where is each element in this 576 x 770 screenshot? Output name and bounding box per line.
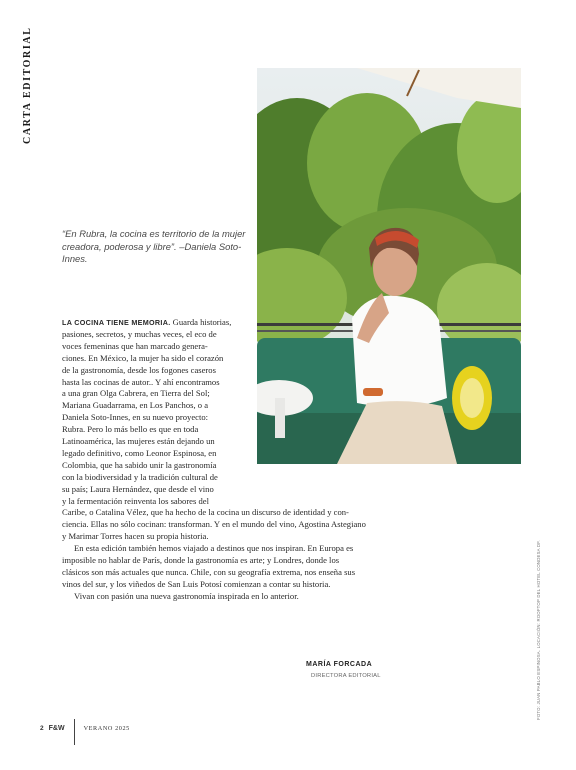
body-line: y Marimar Torres hacen su propia historia. [62,530,209,541]
body-line: ciones. En México, la mujer ha sido el corazón [62,352,224,363]
body-column [62,317,254,508]
body-line: Rubra. Pero lo más bello es que en toda [62,424,199,435]
body-line: legado definitivo, como Leonor Espinosa, en [62,447,217,458]
body-line: Vivan con pasión una nueva gastronomía inspirada en lo anterior. [74,591,299,601]
body-line: voces femeninas que han marcado genera- [62,340,208,351]
body-line: imposible no hablar de París, donde la gastronomía es arte; y Londres, donde los [62,554,340,565]
page-number: 2 [40,724,44,732]
body-line: con la biodiversidad y la tradición cultural de [62,471,218,482]
body-line: hasta las cocinas de autor.. Y ahí encontramos [62,376,220,387]
body-line: Guarda historias, [170,317,232,327]
body-line: vinos del sur, y los viñedos de San Luis Potosí comienzan a contar su historia. [62,578,331,589]
page-footer [40,721,130,735]
brand-logo: F&W [48,724,65,732]
issue-label: VERANO 2025 [83,724,130,732]
lead-in: LA COCINA TIENE MEMORIA. [62,318,171,327]
paragraph-3 [62,591,522,603]
body-line: Latinoamérica, las mujeres están dejando un [62,436,215,447]
body-line: de la gastronomía, desde los fogones caseros [62,364,216,375]
editor-photo [257,68,521,464]
body-line: Caribe, o Catalina Vélez, que ha hecho de la cocina un discurso de identidad y con- [62,507,349,517]
body-line: y la fermentación reinventa los sabores del [62,495,209,506]
signature-name: MARÍA FORCADA [306,661,373,668]
paragraph-2 [62,543,522,591]
photo-credit: FOTO: JUAN PABLO ESPINOSA. LOCACIÓN: ROOFTOP DEL HOTEL CONDESA DF. [536,540,541,720]
body-line: Daniela Soto-Innes, en su nuevo proyecto: [62,412,209,423]
signature-role: DIRECTORA EDITORIAL [311,673,381,679]
body-line: Colombia, que ha sabido unir la gastronomía [62,459,217,470]
editor-photo-illustration [257,68,521,464]
pull-quote: “En Rubra, la cocina es territorio de la mujer creadora, poderosa y libre”. –Daniela Soto-Innes. [62,228,246,264]
body-line: a una gran Olga Cabrera, en Tierra del Sol; [62,388,210,399]
body-line: pasiones, secretos, y muchas veces, el eco de [62,328,217,339]
body-line: En esta edición también hemos viajado a destinos que nos inspiran. En Europa es [74,543,354,553]
footer-divider [74,719,75,745]
section-label: CARTA EDITORIAL [22,26,33,144]
body-line: su país; Laura Hernández, que desde el vino [62,483,214,494]
body-line: Mariana Guadarrama, en Los Panchos, o a [62,400,209,411]
body-line: clásicos son más actuales que nunca. Chile, con su geografía extrema, nos enseña sus [62,566,356,577]
body-line: ciencia. Ellas no sólo cocinan: transforman. Y en el mundo del vino, Agostina Astegiano [62,518,366,529]
body-full-width [62,507,522,543]
